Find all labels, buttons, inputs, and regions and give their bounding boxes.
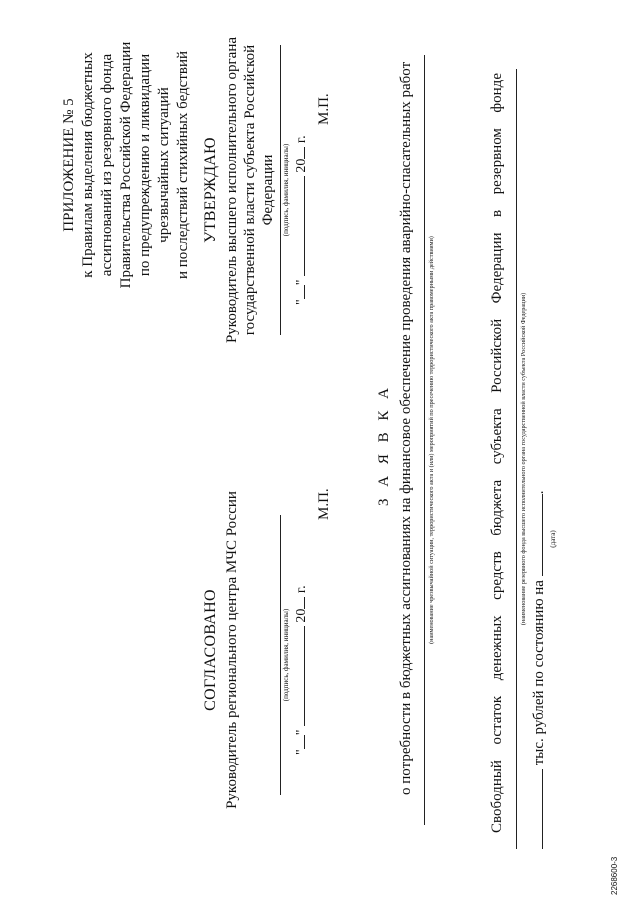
approved-year-suffix: г. — [294, 135, 309, 144]
balance-amount-line — [530, 491, 548, 849]
quote-mark: " — [294, 729, 309, 736]
approved-day-field[interactable] — [292, 285, 305, 299]
approved-year-prefix: 20 — [294, 158, 309, 173]
agreed-stamp-label: М.П. — [316, 488, 332, 520]
emergency-name-line[interactable] — [424, 55, 425, 825]
quote-mark: " — [294, 279, 309, 286]
agreed-day-field[interactable] — [292, 735, 305, 749]
document-subtitle: о потребности в бюджетных ассигнованиях на финансовое обеспечение проведения аварийно-спасательных работ — [398, 61, 414, 795]
appendix-line: к Правилам выделения бюджетных — [80, 52, 96, 278]
balance-word: денежных — [489, 615, 505, 681]
agreed-month-field[interactable] — [292, 626, 305, 726]
agreed-title: СОГЛАСОВАНО — [202, 589, 219, 711]
balance-amount-field[interactable] — [530, 769, 543, 849]
agreed-signature-hint: (подпись, фамилия, инициалы) — [282, 608, 290, 702]
approved-header — [202, 25, 277, 355]
reserve-fund-name-hint: (наименование резервного фонда высшего исполнительного органа государственной власти субъекта Российской Федерации) — [520, 292, 527, 626]
approved-date-line — [292, 135, 310, 305]
appendix-line: Правительства Российской Федерации — [118, 41, 134, 289]
appendix-title: ПРИЛОЖЕНИЕ № 5 — [61, 98, 77, 232]
appendix-line: по предупреждению и ликвидации — [137, 53, 153, 277]
period-mark: . — [531, 490, 547, 495]
appendix-line: и последствий стихийных бедствий — [175, 50, 191, 280]
approved-role: государственной власти субъекта Российской Федерации — [242, 44, 276, 336]
balance-word: в — [489, 209, 505, 217]
balance-word: Свободный — [489, 760, 505, 833]
agreed-signature-line[interactable] — [280, 515, 281, 795]
document-title: З А Я В К А — [376, 384, 392, 506]
appendix-line: ассигнований из резервного фонда — [99, 53, 115, 277]
balance-word: средств — [489, 551, 505, 600]
balance-amount-text: тыс. рублей по состоянию на — [531, 580, 547, 766]
balance-word: Российской — [489, 318, 505, 393]
balance-word: Федерации — [489, 232, 505, 304]
balance-word: субъекта — [489, 408, 505, 465]
approved-signature-hint: (подпись, фамилия, инициалы) — [282, 143, 290, 237]
agreed-year-field[interactable] — [292, 597, 305, 609]
quote-mark: " — [294, 299, 309, 305]
balance-word: остаток — [489, 695, 505, 745]
agreed-date-line — [292, 585, 310, 755]
agreed-year-suffix: г. — [294, 585, 309, 594]
approved-month-field[interactable] — [292, 176, 305, 276]
balance-sentence — [488, 73, 506, 833]
agreed-role: Руководитель регионального центра МЧС России — [224, 491, 240, 809]
approved-stamp-label: М.П. — [316, 93, 332, 125]
appendix-line: чрезвычайных ситуаций — [156, 87, 172, 243]
balance-date-field[interactable] — [530, 494, 543, 576]
quote-mark: " — [294, 749, 309, 755]
appendix-block — [60, 25, 193, 305]
approved-signature-line[interactable] — [280, 45, 281, 335]
agreed-year-prefix: 20 — [294, 608, 309, 623]
approved-year-field[interactable] — [292, 147, 305, 159]
balance-word: бюджета — [489, 479, 505, 536]
balance-date-hint: (дата) — [549, 530, 557, 548]
balance-word: резервном — [489, 128, 505, 195]
approved-title: УТВЕРЖДАЮ — [202, 137, 219, 243]
document-number: 2268600-3 — [610, 856, 619, 895]
balance-word: фонде — [489, 73, 505, 113]
agreed-header — [202, 485, 241, 815]
emergency-name-hint: (наименование чрезвычайной ситуации, террористического акта и (или) мероприятий по пресечению террористического акта правомерными действиями) — [428, 236, 435, 644]
reserve-fund-name-line[interactable] — [516, 69, 517, 849]
approved-role: Руководитель высшего исполнительного органа — [224, 36, 240, 344]
